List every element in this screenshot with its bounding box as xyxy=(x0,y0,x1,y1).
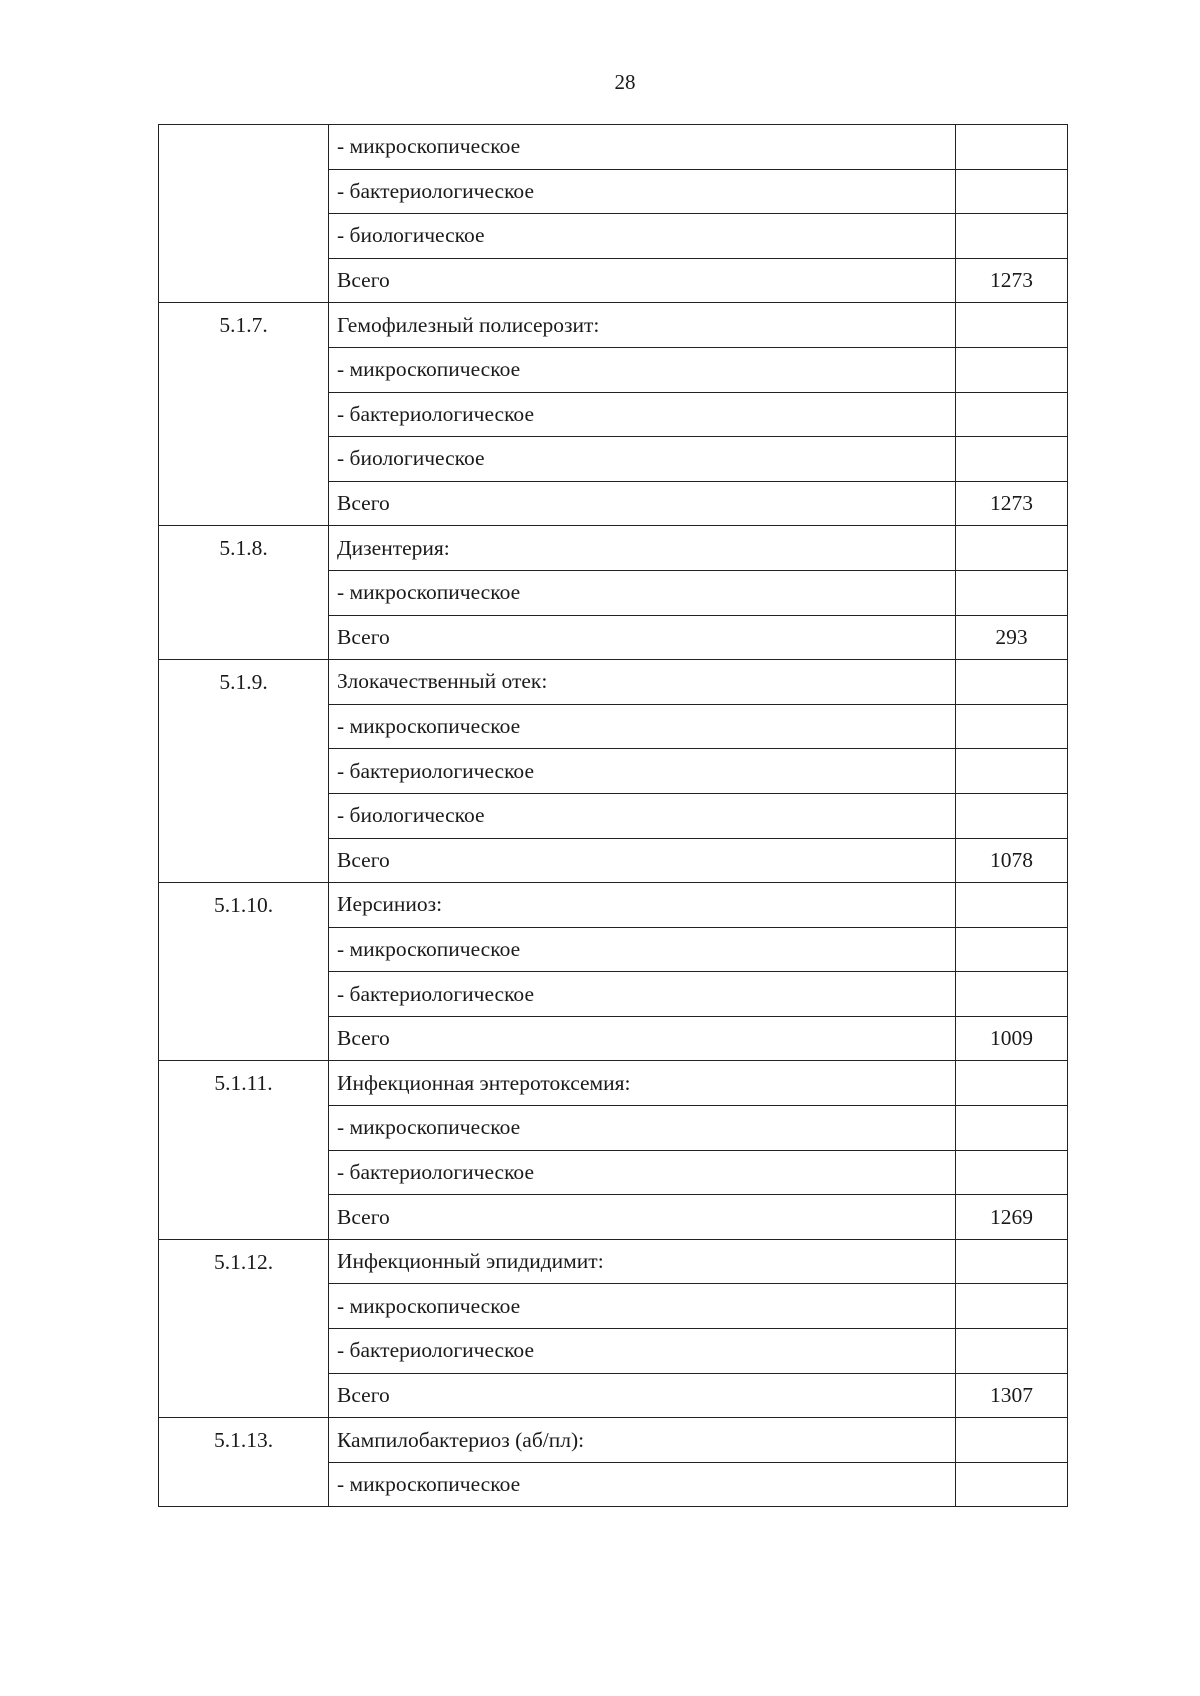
row-value xyxy=(956,437,1068,482)
row-value xyxy=(956,1418,1068,1463)
table-row xyxy=(159,125,1068,170)
row-value xyxy=(956,214,1068,259)
section-code xyxy=(159,125,329,303)
row-description: Всего xyxy=(329,615,956,660)
table-row xyxy=(159,526,1068,571)
row-description: - бактериологическое xyxy=(329,169,956,214)
row-value xyxy=(956,704,1068,749)
row-description: - биологическое xyxy=(329,437,956,482)
row-value xyxy=(956,169,1068,214)
row-description: Всего xyxy=(329,1195,956,1240)
row-value: 1009 xyxy=(956,1016,1068,1061)
row-description: Всего xyxy=(329,258,956,303)
row-value xyxy=(956,660,1068,705)
row-value xyxy=(956,125,1068,170)
methods-table xyxy=(158,124,1068,1507)
row-description: - микроскопическое xyxy=(329,347,956,392)
row-description: Всего xyxy=(329,1373,956,1418)
row-description: - биологическое xyxy=(329,214,956,259)
row-description: Гемофилезный полисерозит: xyxy=(329,303,956,348)
row-value xyxy=(956,1106,1068,1151)
section-code: 5.1.11. xyxy=(159,1061,329,1239)
row-value xyxy=(956,1329,1068,1374)
table-row xyxy=(159,883,1068,928)
row-description: - бактериологическое xyxy=(329,749,956,794)
row-value xyxy=(956,392,1068,437)
row-value xyxy=(956,303,1068,348)
row-description: - бактериологическое xyxy=(329,392,956,437)
row-description: - микроскопическое xyxy=(329,704,956,749)
row-value: 1273 xyxy=(956,258,1068,303)
row-value xyxy=(956,526,1068,571)
row-description: - микроскопическое xyxy=(329,570,956,615)
row-description: - микроскопическое xyxy=(329,125,956,170)
row-value: 1273 xyxy=(956,481,1068,526)
row-description: - биологическое xyxy=(329,793,956,838)
section-code: 5.1.7. xyxy=(159,303,329,526)
row-description: Кампилобактериоз (аб/пл): xyxy=(329,1418,956,1463)
row-description: - микроскопическое xyxy=(329,1284,956,1329)
table-row xyxy=(159,1418,1068,1463)
row-description: Инфекционная энтеротоксемия: xyxy=(329,1061,956,1106)
row-value xyxy=(956,1150,1068,1195)
row-description: - микроскопическое xyxy=(329,927,956,972)
row-value: 1078 xyxy=(956,838,1068,883)
row-value xyxy=(956,347,1068,392)
section-code: 5.1.10. xyxy=(159,883,329,1061)
row-value xyxy=(956,570,1068,615)
row-description: Всего xyxy=(329,838,956,883)
row-value xyxy=(956,1239,1068,1284)
row-value xyxy=(956,749,1068,794)
row-description: Злокачественный отек: xyxy=(329,660,956,705)
row-value xyxy=(956,1061,1068,1106)
row-value xyxy=(956,972,1068,1017)
table-body xyxy=(159,125,1068,1507)
section-code: 5.1.12. xyxy=(159,1239,329,1417)
row-description: Всего xyxy=(329,481,956,526)
table-row xyxy=(159,303,1068,348)
table-row xyxy=(159,660,1068,705)
row-description: Дизентерия: xyxy=(329,526,956,571)
row-description: - бактериологическое xyxy=(329,1329,956,1374)
row-description: Всего xyxy=(329,1016,956,1061)
row-value: 293 xyxy=(956,615,1068,660)
section-code: 5.1.13. xyxy=(159,1418,329,1507)
section-code: 5.1.8. xyxy=(159,526,329,660)
row-value xyxy=(956,1284,1068,1329)
row-description: - микроскопическое xyxy=(329,1462,956,1507)
row-description: - микроскопическое xyxy=(329,1106,956,1151)
row-value xyxy=(956,793,1068,838)
row-value: 1269 xyxy=(956,1195,1068,1240)
table-row xyxy=(159,1061,1068,1106)
row-description: Иерсиниоз: xyxy=(329,883,956,928)
row-description: Инфекционный эпидидимит: xyxy=(329,1239,956,1284)
page-number: 28 xyxy=(614,70,636,94)
row-description: - бактериологическое xyxy=(329,972,956,1017)
row-value xyxy=(956,883,1068,928)
row-value xyxy=(956,927,1068,972)
table-row xyxy=(159,1239,1068,1284)
row-description: - бактериологическое xyxy=(329,1150,956,1195)
section-code: 5.1.9. xyxy=(159,660,329,883)
row-value xyxy=(956,1462,1068,1507)
row-value: 1307 xyxy=(956,1373,1068,1418)
